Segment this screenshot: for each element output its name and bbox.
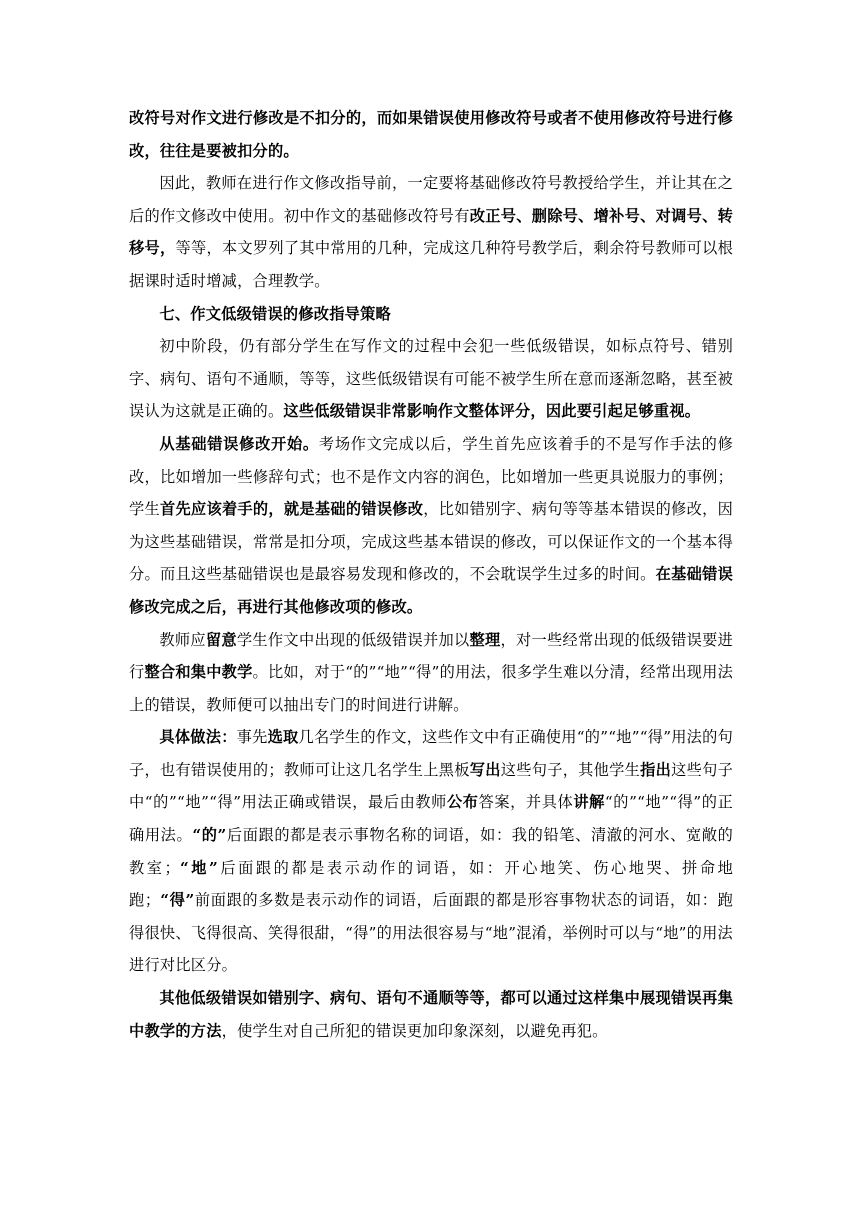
paragraph (129, 721, 733, 982)
text-run: ，对一些经常出现的低级错误要进行 (129, 630, 734, 682)
bold-text-run: 首先应该着手的，就是基础的错误修改 (159, 500, 424, 519)
paragraph (129, 330, 733, 428)
text-run: 几名学生的作文，这些作文中有正确使用“的”“地”“得”用法的句子，也有错误使用的；教师可让这几名学生上黑板 (129, 728, 734, 779)
paragraph (129, 624, 733, 722)
bold-text-run: 写出 (469, 760, 501, 779)
section-heading (129, 298, 733, 331)
paragraph (129, 102, 733, 167)
bold-text-run: 在基础错误修改完成之后，再进行其他修改项的修改。 (129, 565, 734, 616)
text-run: 后面跟的都是表示动作的词语，如：开心地笑、伤心地哭、拼命地跑； (129, 858, 734, 910)
bold-text-run: “的” (192, 826, 227, 845)
bold-text-run: 改符号对作文进行修改是不扣分的，而如果错误使用修改符号或者不使用修改符号进行修改，往往是要被扣分的。 (129, 109, 733, 160)
bold-text-run: 整理 (469, 630, 501, 649)
text-run: ，比如错别字、病句等等基本错误的修改，因为这些基础错误，常常是扣分项，完成这些基本错误的修改，可以保证作文的一个基本得分。而且这些基础错误也是最容易发现和修改的，不会耽误学生过多的时间。 (129, 500, 734, 584)
text-run: 考场作文完成以后，学生首先应该着手的不是写作手法的修改，比如增加一些修辞句式；也不是作文内容的润色，比如增加一些更具说服力的事例；学生 (129, 434, 734, 519)
bold-text-run: 留意 (205, 630, 237, 649)
text-run: 后面跟的都是表示事物名称的词语，如：我的铅笔、清澈的河水、宽敞的教室； (129, 826, 734, 877)
paragraph (129, 982, 733, 1047)
text-run: 答案，并具体 (478, 793, 574, 812)
bold-text-run: “地” (179, 858, 219, 877)
text-run: 学生作文中出现的低级错误并加以 (236, 630, 470, 649)
text-run: “的”“地”“得”的正确用法。 (129, 793, 734, 845)
text-run: 等等，本文罗列了其中常用的几种，完成这几种符号教学后，剩余符号教师可以根据课时适时增减，合理教学。 (129, 239, 734, 290)
bold-text-run: 公布 (446, 793, 479, 812)
text-run: 这些句子，其他学生 (500, 760, 641, 779)
text-run: 初中阶段，仍有部分学生在写作文的过程中会犯一些低级错误，如标点符号、错别字、病句、语句不通顺，等等，这些低级错误有可能不被学生所在意而逐渐忽略，甚至被误认为这就是正确的。 (129, 337, 733, 421)
bold-text-run: 从基础错误修改开始。 (159, 434, 319, 453)
bold-text-run: “得” (160, 891, 195, 910)
bold-text-run: 改正号、删除号、增补号、对调号、转移号， (129, 206, 734, 258)
bold-text-run: 七、作文低级错误的修改指导策略 (159, 304, 391, 323)
text-run: 因此，教师在进行作文修改指导前，一定要将基础修改符号教授给学生，并让其在之后的作文修改中使用。初中作文的基础修改符号有 (129, 174, 733, 225)
paragraph (129, 428, 733, 624)
paragraph (129, 167, 733, 297)
text-run: 教师应 (159, 630, 206, 649)
bold-text-run: 这些低级错误非常影响作文整体评分，因此要引起足够重视。 (283, 402, 701, 421)
bold-text-run: 具体做法： (159, 728, 237, 747)
text-run: 前面跟的多数是表示动作的词语，后面跟的都是形容事物状态的词语，如：跑得很快、飞得很高、笑得很甜，“得”的用法很容易与“地”混淆，举例时可以与“地”的用法进行对比区分。 (129, 891, 734, 975)
text-run: 事先 (236, 728, 268, 747)
bold-text-run: 指出 (640, 760, 672, 779)
bold-text-run: 讲解 (573, 793, 605, 812)
text-run: 这些句子中“的”“地”“得”用法正确或错误，最后由教师 (129, 760, 734, 812)
text-run: ，使学生对自己所犯的错误更加印象深刻，以避免再犯。 (221, 1021, 608, 1040)
bold-text-run: 整合和集中教学 (144, 663, 253, 682)
document-body (129, 102, 733, 1047)
text-run: 。比如，对于“的”“地”“得”的用法，很多学生难以分清，经常出现用法上的错误，教师便可以抽出专门的时间进行讲解。 (129, 663, 734, 714)
bold-text-run: 选取 (267, 728, 299, 747)
bold-text-run: 其他低级错误如错别字、病句、语句不通顺等等，都可以通过这样集中展现错误再集中教学的方法 (129, 989, 733, 1040)
